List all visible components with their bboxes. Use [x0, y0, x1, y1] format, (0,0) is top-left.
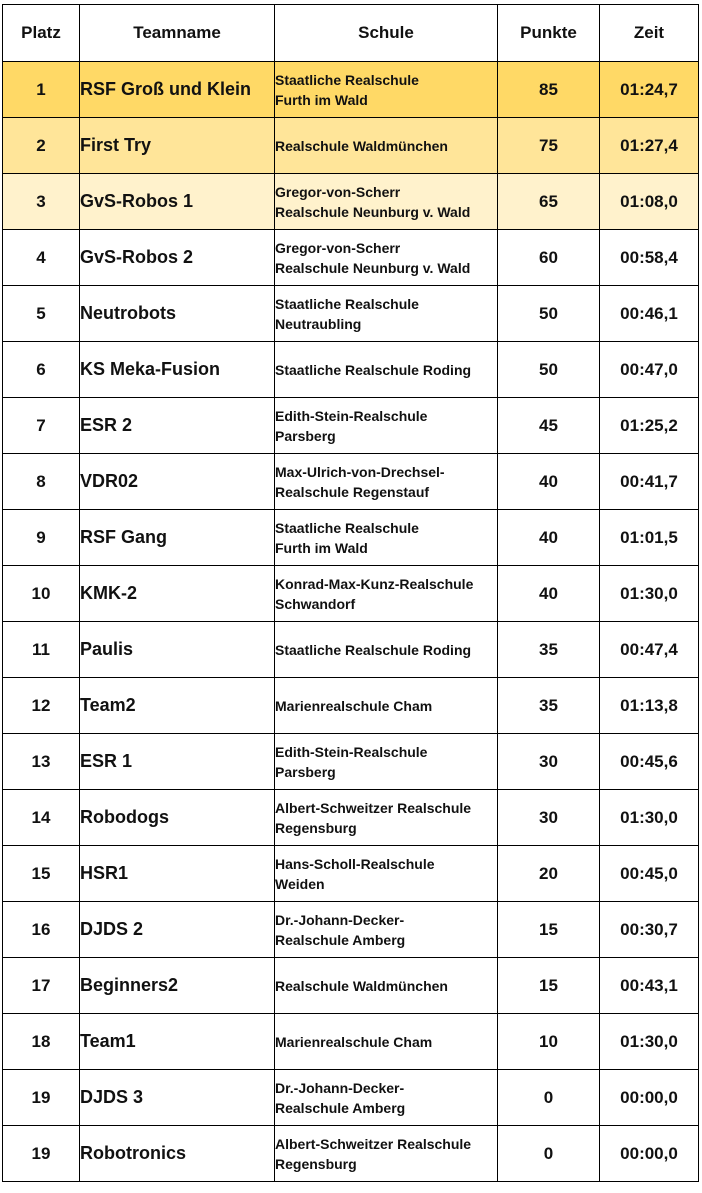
school-line: Regensburg — [275, 819, 357, 836]
school-line: Albert-Schweitzer Realschule — [275, 799, 472, 816]
school-line: Marienrealschule Cham — [275, 697, 433, 714]
school-line: Weiden — [275, 875, 325, 892]
school-line: Neutraubling — [275, 315, 362, 332]
table-row — [3, 510, 699, 566]
time-cell: 00:45,6 — [600, 734, 699, 790]
school-line: Regensburg — [275, 1155, 357, 1172]
table-row — [3, 622, 699, 678]
points-cell: 85 — [498, 62, 600, 118]
rank-cell: 2 — [3, 118, 80, 174]
points-cell: 35 — [498, 622, 600, 678]
time-cell: 00:47,0 — [600, 342, 699, 398]
time-cell: 01:24,7 — [600, 62, 699, 118]
team-name-cell: ESR 1 — [80, 734, 275, 790]
points-cell: 30 — [498, 734, 600, 790]
school-line: Realschule Waldmünchen — [275, 977, 448, 994]
rank-cell: 7 — [3, 398, 80, 454]
points-cell: 75 — [498, 118, 600, 174]
table-row — [3, 902, 699, 958]
time-cell: 01:25,2 — [600, 398, 699, 454]
school-line: Furth im Wald — [275, 91, 368, 108]
school-cell — [275, 1126, 498, 1182]
school-cell — [275, 734, 498, 790]
rank-cell: 17 — [3, 958, 80, 1014]
points-cell: 30 — [498, 790, 600, 846]
rank-cell: 15 — [3, 846, 80, 902]
table-row — [3, 286, 699, 342]
team-name-cell: Paulis — [80, 622, 275, 678]
school-cell — [275, 790, 498, 846]
rank-cell: 19 — [3, 1070, 80, 1126]
team-name-cell: RSF Gang — [80, 510, 275, 566]
school-cell — [275, 1014, 498, 1070]
school-cell — [275, 678, 498, 734]
school-cell — [275, 1070, 498, 1126]
results-table — [2, 4, 699, 1182]
rank-cell: 13 — [3, 734, 80, 790]
school-cell — [275, 118, 498, 174]
school-line: Dr.-Johann-Decker- — [275, 911, 405, 928]
team-name-cell: First Try — [80, 118, 275, 174]
table-body — [3, 62, 699, 1182]
team-name-cell: HSR1 — [80, 846, 275, 902]
team-name-cell: Team2 — [80, 678, 275, 734]
school-cell — [275, 958, 498, 1014]
rank-cell: 14 — [3, 790, 80, 846]
school-line: Konrad-Max-Kunz-Realschule — [275, 575, 474, 592]
school-line: Marienrealschule Cham — [275, 1033, 433, 1050]
school-cell — [275, 510, 498, 566]
points-cell: 0 — [498, 1070, 600, 1126]
table-row — [3, 566, 699, 622]
school-line: Staatliche Realschule — [275, 71, 419, 88]
team-name-cell: GvS-Robos 2 — [80, 230, 275, 286]
school-cell — [275, 566, 498, 622]
school-line: Schwandorf — [275, 595, 356, 612]
team-name-cell: Robodogs — [80, 790, 275, 846]
team-name-cell: RSF Groß und Klein — [80, 62, 275, 118]
table-row — [3, 958, 699, 1014]
points-cell: 50 — [498, 342, 600, 398]
time-cell: 01:30,0 — [600, 566, 699, 622]
school-line: Realschule Waldmünchen — [275, 137, 448, 154]
header-platz: Platz — [3, 5, 80, 62]
school-line: Realschule Neunburg v. Wald — [275, 259, 471, 276]
table-row — [3, 230, 699, 286]
points-cell: 0 — [498, 1126, 600, 1182]
points-cell: 50 — [498, 286, 600, 342]
rank-cell: 4 — [3, 230, 80, 286]
time-cell: 00:47,4 — [600, 622, 699, 678]
table-row — [3, 62, 699, 118]
school-cell — [275, 846, 498, 902]
school-line: Parsberg — [275, 427, 336, 444]
school-cell — [275, 62, 498, 118]
school-line: Staatliche Realschule — [275, 295, 419, 312]
points-cell: 45 — [498, 398, 600, 454]
rank-cell: 10 — [3, 566, 80, 622]
rank-cell: 8 — [3, 454, 80, 510]
rank-cell: 16 — [3, 902, 80, 958]
header-schule: Schule — [275, 5, 498, 62]
points-cell: 15 — [498, 902, 600, 958]
header-zeit: Zeit — [600, 5, 699, 62]
time-cell: 01:13,8 — [600, 678, 699, 734]
points-cell: 40 — [498, 454, 600, 510]
points-cell: 40 — [498, 566, 600, 622]
time-cell: 01:30,0 — [600, 1014, 699, 1070]
header-row — [3, 5, 699, 62]
school-line: Realschule Amberg — [275, 1099, 406, 1116]
points-cell: 10 — [498, 1014, 600, 1070]
points-cell: 15 — [498, 958, 600, 1014]
school-line: Hans-Scholl-Realschule — [275, 855, 435, 872]
team-name-cell: GvS-Robos 1 — [80, 174, 275, 230]
rank-cell: 18 — [3, 1014, 80, 1070]
table-row — [3, 174, 699, 230]
team-name-cell: Team1 — [80, 1014, 275, 1070]
team-name-cell: VDR02 — [80, 454, 275, 510]
header-punkte: Punkte — [498, 5, 600, 62]
school-line: Staatliche Realschule — [275, 519, 419, 536]
rank-cell: 9 — [3, 510, 80, 566]
time-cell: 00:46,1 — [600, 286, 699, 342]
team-name-cell: KMK-2 — [80, 566, 275, 622]
school-line: Furth im Wald — [275, 539, 368, 556]
school-line: Parsberg — [275, 763, 336, 780]
school-cell — [275, 454, 498, 510]
team-name-cell: Robotronics — [80, 1126, 275, 1182]
table-row — [3, 734, 699, 790]
time-cell: 00:58,4 — [600, 230, 699, 286]
rank-cell: 11 — [3, 622, 80, 678]
team-name-cell: DJDS 3 — [80, 1070, 275, 1126]
school-line: Dr.-Johann-Decker- — [275, 1079, 405, 1096]
school-line: Staatliche Realschule Roding — [275, 361, 472, 378]
school-cell — [275, 342, 498, 398]
school-line: Gregor-von-Scherr — [275, 239, 401, 256]
school-cell — [275, 398, 498, 454]
time-cell: 01:27,4 — [600, 118, 699, 174]
rank-cell: 1 — [3, 62, 80, 118]
points-cell: 40 — [498, 510, 600, 566]
school-cell — [275, 174, 498, 230]
time-cell: 01:01,5 — [600, 510, 699, 566]
school-line: Realschule Regenstauf — [275, 483, 430, 500]
school-cell — [275, 286, 498, 342]
school-line: Max-Ulrich-von-Drechsel- — [275, 463, 445, 480]
time-cell: 00:00,0 — [600, 1126, 699, 1182]
rank-cell: 19 — [3, 1126, 80, 1182]
table-row — [3, 118, 699, 174]
time-cell: 00:30,7 — [600, 902, 699, 958]
time-cell: 00:45,0 — [600, 846, 699, 902]
school-line: Realschule Amberg — [275, 931, 406, 948]
time-cell: 00:00,0 — [600, 1070, 699, 1126]
school-line: Staatliche Realschule Roding — [275, 641, 472, 658]
rank-cell: 5 — [3, 286, 80, 342]
rank-cell: 12 — [3, 678, 80, 734]
table-row — [3, 1014, 699, 1070]
school-cell — [275, 902, 498, 958]
points-cell: 20 — [498, 846, 600, 902]
table-row — [3, 398, 699, 454]
table-row — [3, 678, 699, 734]
points-cell: 35 — [498, 678, 600, 734]
team-name-cell: Beginners2 — [80, 958, 275, 1014]
school-cell — [275, 230, 498, 286]
time-cell: 00:41,7 — [600, 454, 699, 510]
table-row — [3, 1126, 699, 1182]
school-line: Edith-Stein-Realschule — [275, 407, 428, 424]
rank-cell: 3 — [3, 174, 80, 230]
header-teamname: Teamname — [80, 5, 275, 62]
team-name-cell: KS Meka-Fusion — [80, 342, 275, 398]
points-cell: 65 — [498, 174, 600, 230]
table-row — [3, 454, 699, 510]
school-cell — [275, 622, 498, 678]
table-row — [3, 790, 699, 846]
time-cell: 01:30,0 — [600, 790, 699, 846]
school-line: Albert-Schweitzer Realschule — [275, 1135, 472, 1152]
team-name-cell: ESR 2 — [80, 398, 275, 454]
rank-cell: 6 — [3, 342, 80, 398]
school-line: Gregor-von-Scherr — [275, 183, 401, 200]
table-row — [3, 342, 699, 398]
table-row — [3, 1070, 699, 1126]
table-row — [3, 846, 699, 902]
school-line: Realschule Neunburg v. Wald — [275, 203, 471, 220]
team-name-cell: Neutrobots — [80, 286, 275, 342]
team-name-cell: DJDS 2 — [80, 902, 275, 958]
time-cell: 01:08,0 — [600, 174, 699, 230]
points-cell: 60 — [498, 230, 600, 286]
school-line: Edith-Stein-Realschule — [275, 743, 428, 760]
time-cell: 00:43,1 — [600, 958, 699, 1014]
